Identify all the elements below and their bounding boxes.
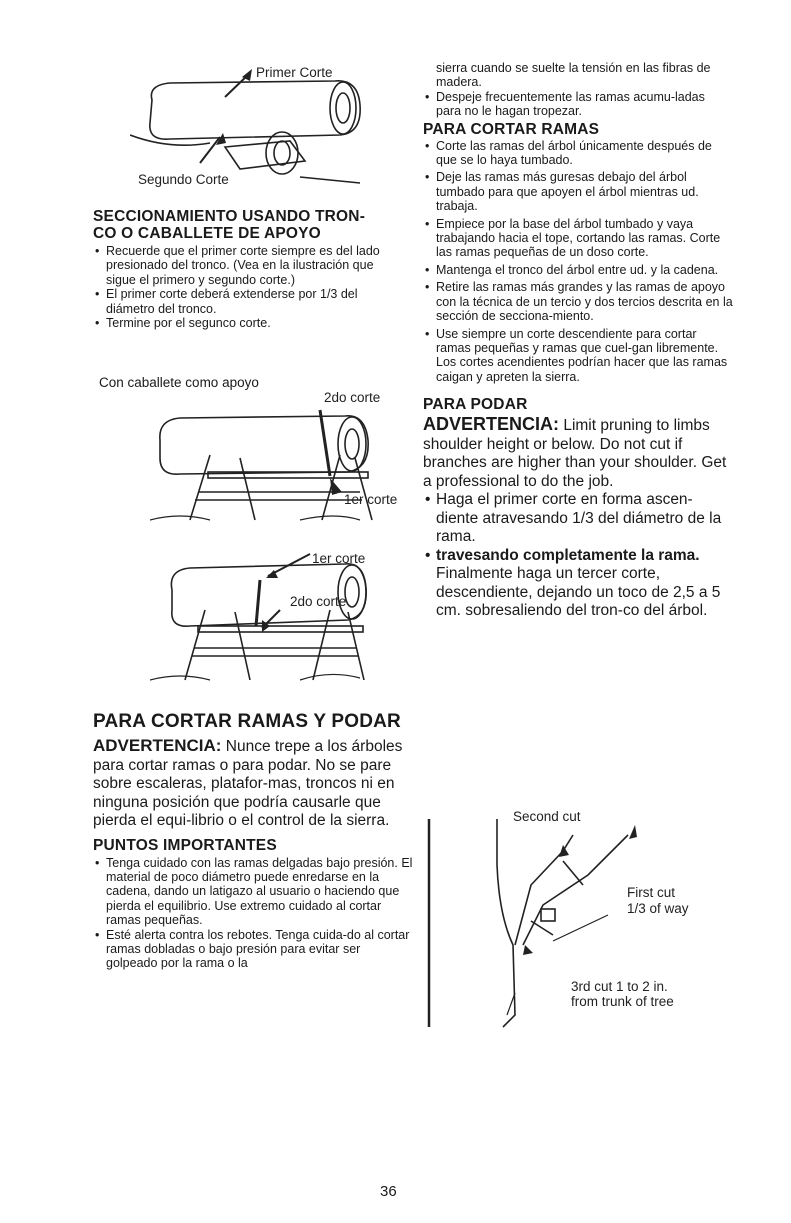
right-column: [423, 61, 733, 621]
section-title-podar: PARA PODAR: [423, 396, 528, 414]
warning-paragraph-left: [93, 737, 413, 831]
section-title-cortar-podar: PARA CORTAR RAMAS Y PODAR: [93, 711, 401, 732]
cortar-ramas-list: [423, 139, 733, 385]
seccionamiento-list: [93, 244, 405, 330]
bullet-bold-text: travesando completamente la rama.: [436, 546, 700, 564]
section-title-puntos: PUNTOS IMPORTANTES: [93, 836, 277, 854]
list-item: • Deje las ramas más guresas debajo del árbol tumbado para que apoyen el árbol mientras ud. trabaja.: [423, 170, 733, 213]
continued-text: sierra cuando se suelte la tensión en las fibras de madera.: [436, 61, 711, 90]
list-item: • El primer corte deberá extenderse por 1/3 del diámetro del tronco.: [93, 287, 405, 316]
podar-list: [423, 491, 733, 621]
list-item: • Mantenga el tronco del árbol entre ud. y la cadena.: [423, 263, 733, 277]
left-column-lower: [93, 711, 413, 971]
fig2-label-second: 2do corte: [324, 390, 381, 405]
list-item: • Esté alerta contra los rebotes. Tenga cuida-do al cortar ramas dobladas o bajo presión para evitar ser golpeado por la rama o la: [93, 928, 413, 971]
left-column: [93, 208, 405, 330]
continued-list: [423, 90, 733, 119]
puntos-list: [93, 856, 413, 971]
fig2-label-first: 1er corte: [344, 492, 398, 507]
list-item: • Recuerde que el primer corte siempre es del lado presionado del tronco. (Vea en la ilustración que sigue el primero y segundo corte.): [93, 244, 405, 287]
list-item: • Empiece por la base del árbol tumbado y vaya trabajando hacia el tope, cortando las ramas. Corte las ramas pequeñas de un doso corte.: [423, 217, 733, 260]
fig1-label-top: Primer Corte: [256, 65, 333, 80]
warning-label: ADVERTENCIA:: [93, 736, 222, 755]
figure-pruning: [423, 805, 733, 1035]
warning-text: Limit pruning to limbs shoulder height or below. Do not cut if branches are higher than your shoulder. Get a professional to do the job.: [423, 417, 727, 490]
list-item: • Retire las ramas más grandes y las ramas de apoyo con la técnica de un tercio y dos tercios descrita en la sección de secciona-miento.: [423, 280, 733, 323]
list-item: • Corte las ramas del árbol únicamente después de que se lo haya tumbado.: [423, 139, 733, 168]
fig4-label-first-2: 1/3 of way: [627, 901, 689, 916]
list-item: [423, 547, 733, 621]
list-item: • Tenga cuidado con las ramas delgadas bajo presión. El material de poco diámetro puede enredarse en la cadena, dando un latigazo al usuario o haciendo que pierda el equilibrio. Use extremo cuidado al cortar ramas pequeñas.: [93, 856, 413, 928]
bullet-text: Finalmente haga un tercer corte, descendiente, dejando un toco de 2,5 a 5 cm. sobresaliendo del tron-co del árbol.: [436, 565, 721, 620]
list-item: • Use siempre un corte descendiente para cortar ramas pequeñas y ramas que cuel-gan libremente. Los cortes acendientes podrían hacer que las ramas caigan y apreten la sierra.: [423, 327, 733, 385]
section-title-cortar-ramas: PARA CORTAR RAMAS: [423, 120, 600, 138]
warning-label: ADVERTENCIA:: [423, 414, 560, 435]
page-number: 36: [380, 1183, 397, 1200]
fig4-label-first-1: First cut: [627, 885, 676, 900]
fig1-label-bottom: Segundo Corte: [138, 172, 229, 187]
figure-log-on-log: [130, 55, 370, 197]
fig3-label-second: 2do corte: [290, 594, 347, 609]
section-title-seccionamiento: SECCIONAMIENTO USANDO TRON- CO O CABALLETE DE APOYO: [93, 208, 366, 242]
figure-sawhorse-overhang: [150, 540, 410, 690]
fig2-caption: Con caballete como apoyo: [99, 375, 259, 390]
warning-paragraph-right: [423, 415, 733, 491]
fig3-label-first: 1er corte: [312, 551, 366, 566]
list-item: • Despeje frecuentemente las ramas acumu-ladas para no le hagan tropezar.: [423, 90, 733, 119]
list-item: • Haga el primer corte en forma ascen-diente atravesando 1/3 del diámetro de la rama.: [423, 491, 733, 547]
figure-sawhorse-support: [150, 380, 410, 530]
warning-text: Nunce trepe a los árboles para cortar ramas o para podar. No se pare sobre escaleras, platafor-mas, troncos ni en ninguna posición que podría causarle que pierda el equi-librio o el control de la sierra.: [93, 738, 403, 829]
fig4-label-third-1: 3rd cut 1 to 2 in.: [571, 979, 668, 994]
list-item: • Termine por el segunco corte.: [93, 316, 405, 330]
fig4-label-second: Second cut: [513, 809, 581, 824]
fig4-label-third-2: from trunk of tree: [571, 994, 674, 1009]
